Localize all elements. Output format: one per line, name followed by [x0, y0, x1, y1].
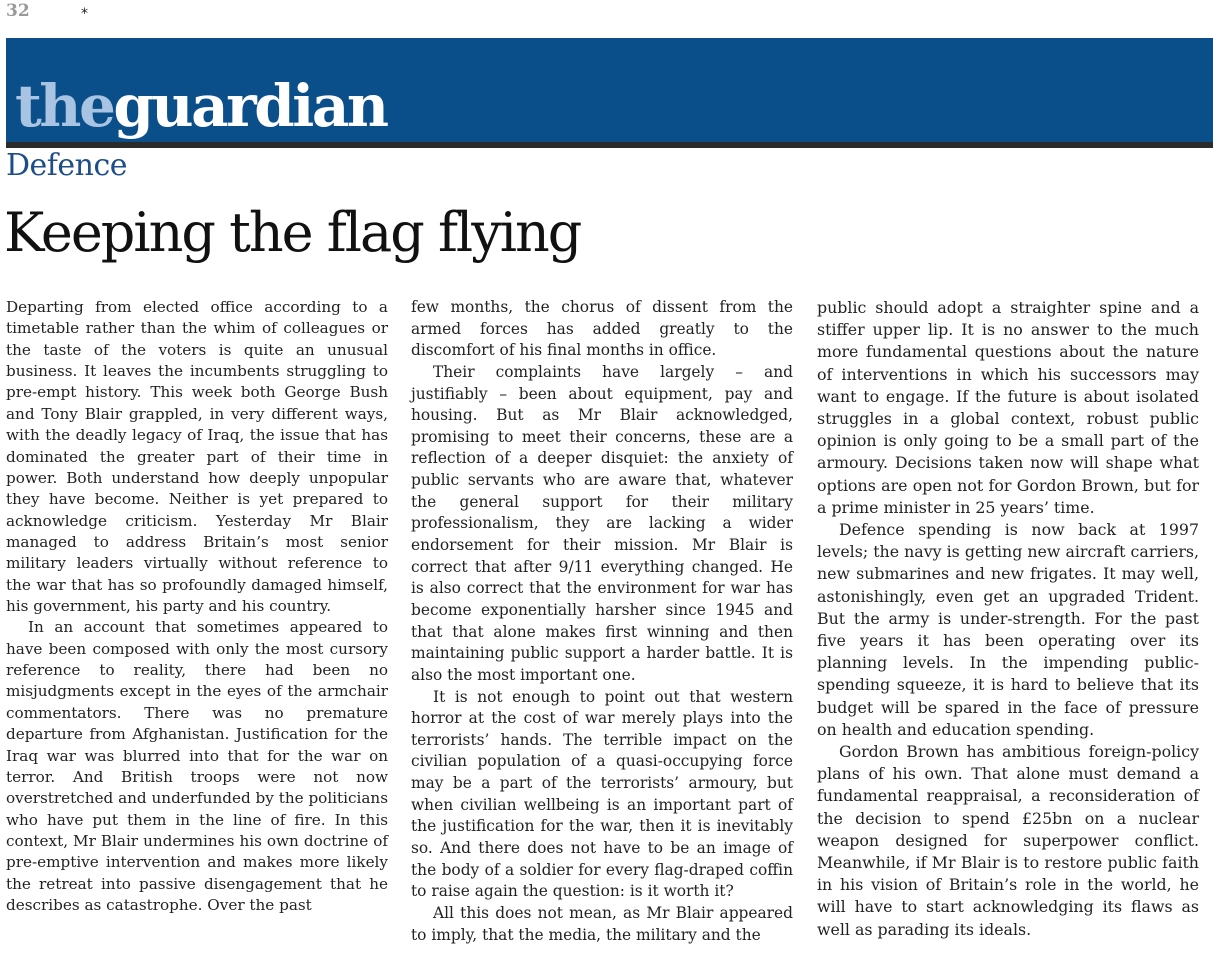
paragraph: Their complaints have largely – and justifiably – been about equipment, pay and housing. But as Mr Blair acknowledged, promising to meet their concerns, these are a reflection of a deeper disquiet: the anxiety of public servants who are aware that, whatever the general support for their military professionalism, they are lacking a wider endorsement for their mission. Mr Blair is correct that after 9/11 everything changed. He is also correct that the environment for war has become exponentially harsher since 1945 and that that alone makes first winning and then maintaining public support a harder battle. It is also the most important one. [411, 362, 793, 684]
article-column-3 [817, 297, 1199, 941]
masthead-banner [6, 38, 1213, 142]
masthead-divider [6, 142, 1213, 148]
paragraph: Departing from elected office according to a timetable rather than the whim of colleagues or the taste of the voters is quite an unusual business. It leaves the incumbents struggling to pre-empt history. This week both George Bush and Tony Blair grappled, in very different ways, with the deadly legacy of Iraq, the issue that has dominated the greater part of their time in power. Both understand how deeply unpopular they have become. Neither is yet prepared to acknowledge criticism. Yesterday Mr Blair managed to address Britain’s most senior military leaders virtually without reference to the war that has so profoundly damaged himself, his government, his party and his country. [6, 298, 388, 616]
article-column-2 [411, 297, 793, 946]
paragraph: In an account that sometimes appeared to have been composed with only the most cursory reference to reality, there had been no misjudgments except in the eyes of the armchair commentators. There was no premature departure from Afghanistan. Justification for the Iraq war was blurred into that for the war on terror. And British troops were not now overstretched and underfunded by the politicians who have put them in the line of fire. In this context, Mr Blair undermines his own doctrine of pre-emptive intervention and makes more likely the retreat into passive disengagement that he describes as catastrophe. Over the past [6, 618, 388, 915]
paragraph: It is not enough to point out that western horror at the cost of war merely plays into the terrorists’ hands. The terrible impact on the civilian population of a quasi-occupying force may be a part of the terrorists’ armoury, but when civilian wellbeing is an important part of the justification for the war, then it is inevitably so. And there does not have to be an image of the body of a soldier for every flag-draped coffin to raise again the question: is it worth it? [411, 687, 793, 901]
article-column-1 [6, 297, 388, 916]
article-headline: Keeping the flag flying [4, 201, 581, 264]
edition-marker: * [81, 6, 88, 22]
section-label: Defence [6, 148, 128, 183]
paragraph: public should adopt a straighter spine and a stiffer upper lip. It is no answer to the much more fundamental questions about the nature of interventions in which his successors may want to engage. If the future is about isolated struggles in a global context, robust public opinion is only going to be a small part of the armoury. Decisions taken now will shape what options are open not for Gordon Brown, but for a prime minister in 25 years’ time. [817, 298, 1199, 517]
paragraph: few months, the chorus of dissent from the armed forces has added greatly to the discomfort of his final months in office. [411, 298, 793, 360]
page-number: 32 [6, 1, 30, 21]
logo-the: the [15, 72, 114, 140]
paragraph: Defence spending is now back at 1997 levels; the navy is getting new aircraft carriers, new submarines and new frigates. It may well, astonishingly, even get an upgraded Trident. But the army is under-strength. For the past five years it has been operating over its planning levels. In the impending public-spending squeeze, it is hard to believe that its budget will be spared in the face of pressure on health and education spending. [817, 520, 1199, 739]
paragraph: Gordon Brown has ambitious foreign-policy plans of his own. That alone must demand a fundamental reappraisal, a reconsideration of the decision to spend £25bn on a nuclear weapon designed for superpower conflict. Meanwhile, if Mr Blair is to restore public faith in his vision of Britain’s role in the world, he will have to start acknowledging its flaws as well as parading its ideals. [817, 742, 1199, 939]
paragraph: All this does not mean, as Mr Blair appeared to imply, that the media, the military and the [411, 903, 793, 944]
logo-guardian: guardian [113, 72, 387, 140]
guardian-logo [15, 71, 387, 141]
